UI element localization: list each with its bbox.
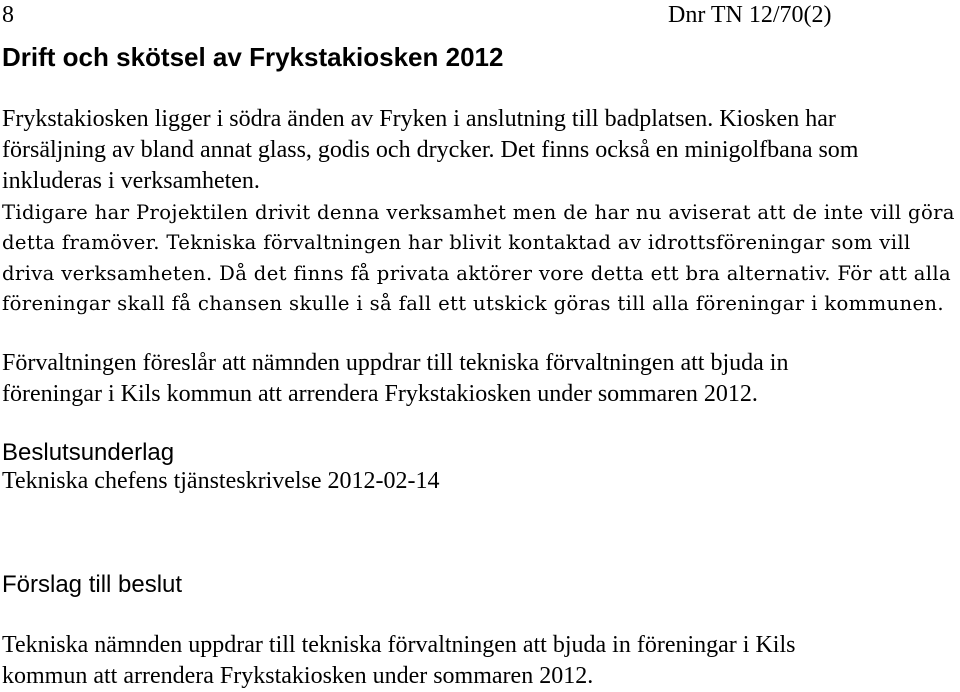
background-paragraph [2, 198, 955, 320]
basis-line: Tekniska chefens tjänsteskrivelse 2012-02-14 [2, 468, 440, 494]
basis-text [2, 466, 440, 497]
page-number: 8 [2, 2, 14, 28]
background-line: detta framöver. Tekniska förvaltningen har blivit kontaktad av idrottsföreningar som vill [2, 231, 911, 255]
decision-heading: Förslag till beslut [2, 571, 183, 598]
background-line: Tidigare har Projektilen drivit denna verksamhet men de har nu aviserat att de inte vill göra [2, 201, 955, 224]
document-reference: Dnr TN 12/70(2) [668, 2, 832, 28]
intro-line: Frykstakiosken ligger i södra änden av Fryken i anslutning till badplatsen. Kiosken har [2, 106, 836, 132]
background-line: driva verksamheten. Då det finns få privata aktörer vore detta ett bra alternativ. För att alla [2, 261, 952, 285]
document-title: Drift och skötsel av Frykstakiosken 2012 [2, 42, 504, 72]
proposal-paragraph [2, 348, 788, 410]
proposal-line: Förvaltningen föreslår att nämnden uppdrar till tekniska förvaltningen att bjuda in [2, 350, 789, 376]
intro-line: försäljning av bland annat glass, godis och drycker. Det finns också en minigolfbana som [2, 137, 859, 163]
decision-line: kommun att arrendera Frykstakiosken under sommaren 2012. [2, 663, 594, 689]
decision-paragraph [2, 630, 795, 692]
proposal-line: föreningar i Kils kommun att arrendera Frykstakiosken under sommaren 2012. [2, 381, 758, 407]
intro-line: inkluderas i verksamheten. [2, 168, 260, 194]
background-line: föreningar skall få chansen skulle i så fall ett utskick göras till alla föreningar i kommunen. [2, 292, 944, 316]
basis-heading: Beslutsunderlag [2, 439, 175, 466]
intro-paragraph [2, 104, 858, 197]
decision-line: Tekniska nämnden uppdrar till tekniska förvaltningen att bjuda in föreningar i Kils [2, 632, 796, 658]
